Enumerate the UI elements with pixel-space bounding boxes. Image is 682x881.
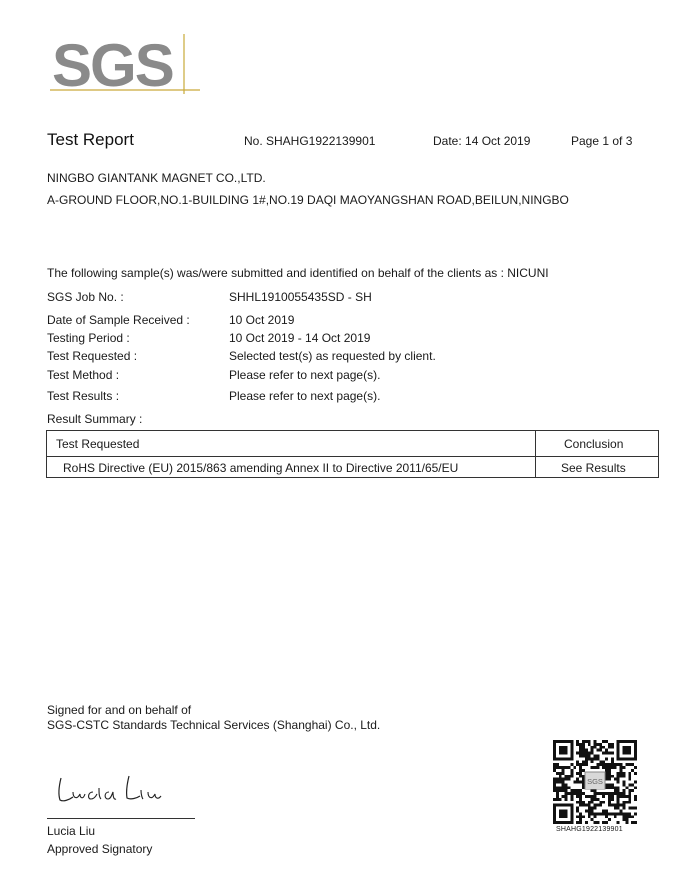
intro-text: The following sample(s) was/were submitted and identified on behalf of the clients as : NICUNI <box>47 266 549 280</box>
report-title: Test Report <box>47 130 134 149</box>
signed-behalf-line1: Signed for and on behalf of <box>47 703 192 717</box>
client-name: NINGBO GIANTANK MAGNET CO.,LTD. <box>47 171 266 185</box>
field-label-date-received: Date of Sample Received : <box>47 313 190 327</box>
field-value-job-no: SHHL1910055435SD - SH <box>229 290 372 304</box>
field-label-testing-period: Testing Period : <box>47 331 130 345</box>
signature-line <box>47 818 195 819</box>
report-date: Date: 14 Oct 2019 <box>433 134 531 148</box>
svg-text:SGS: SGS <box>52 32 173 98</box>
table-row-divider <box>47 456 658 457</box>
field-label-job-no: SGS Job No. : <box>47 290 124 304</box>
field-value-test-requested: Selected test(s) as requested by client. <box>229 349 436 363</box>
client-address: A-GROUND FLOOR,NO.1-BUILDING 1#,NO.19 DAQI MAOYANGSHAN ROAD,BEILUN,NINGBO <box>47 193 569 207</box>
field-value-test-method: Please refer to next page(s). <box>229 368 381 382</box>
field-label-test-method: Test Method : <box>47 368 120 382</box>
qr-code <box>552 740 638 824</box>
field-label-test-requested: Test Requested : <box>47 349 138 363</box>
result-summary-label: Result Summary : <box>47 412 143 426</box>
signatory-name: Lucia Liu <box>47 824 96 838</box>
sgs-logo <box>50 30 200 98</box>
field-label-test-results: Test Results : <box>47 389 120 403</box>
signatory-title: Approved Signatory <box>47 842 153 856</box>
qr-stamp-text: SGS <box>587 777 603 787</box>
signed-behalf-line2: SGS-CSTC Standards Technical Services (Shanghai) Co., Ltd. <box>47 718 381 732</box>
handwritten-signature <box>55 770 175 810</box>
report-number: No. SHAHG1922139901 <box>244 134 376 148</box>
table-cell-test: RoHS Directive (EU) 2015/863 amending Annex II to Directive 2011/65/EU <box>63 461 459 475</box>
table-column-divider <box>535 431 536 477</box>
page-indicator: Page 1 of 3 <box>571 134 633 148</box>
field-value-testing-period: 10 Oct 2019 - 14 Oct 2019 <box>229 331 371 345</box>
qr-caption: SHAHG1922139901 <box>556 826 623 833</box>
table-header-test: Test Requested <box>56 437 140 451</box>
result-summary-table <box>46 430 659 478</box>
field-value-test-results: Please refer to next page(s). <box>229 389 381 403</box>
table-header-conclusion: Conclusion <box>564 437 624 451</box>
table-cell-conclusion: See Results <box>561 461 626 475</box>
field-value-date-received: 10 Oct 2019 <box>229 313 295 327</box>
